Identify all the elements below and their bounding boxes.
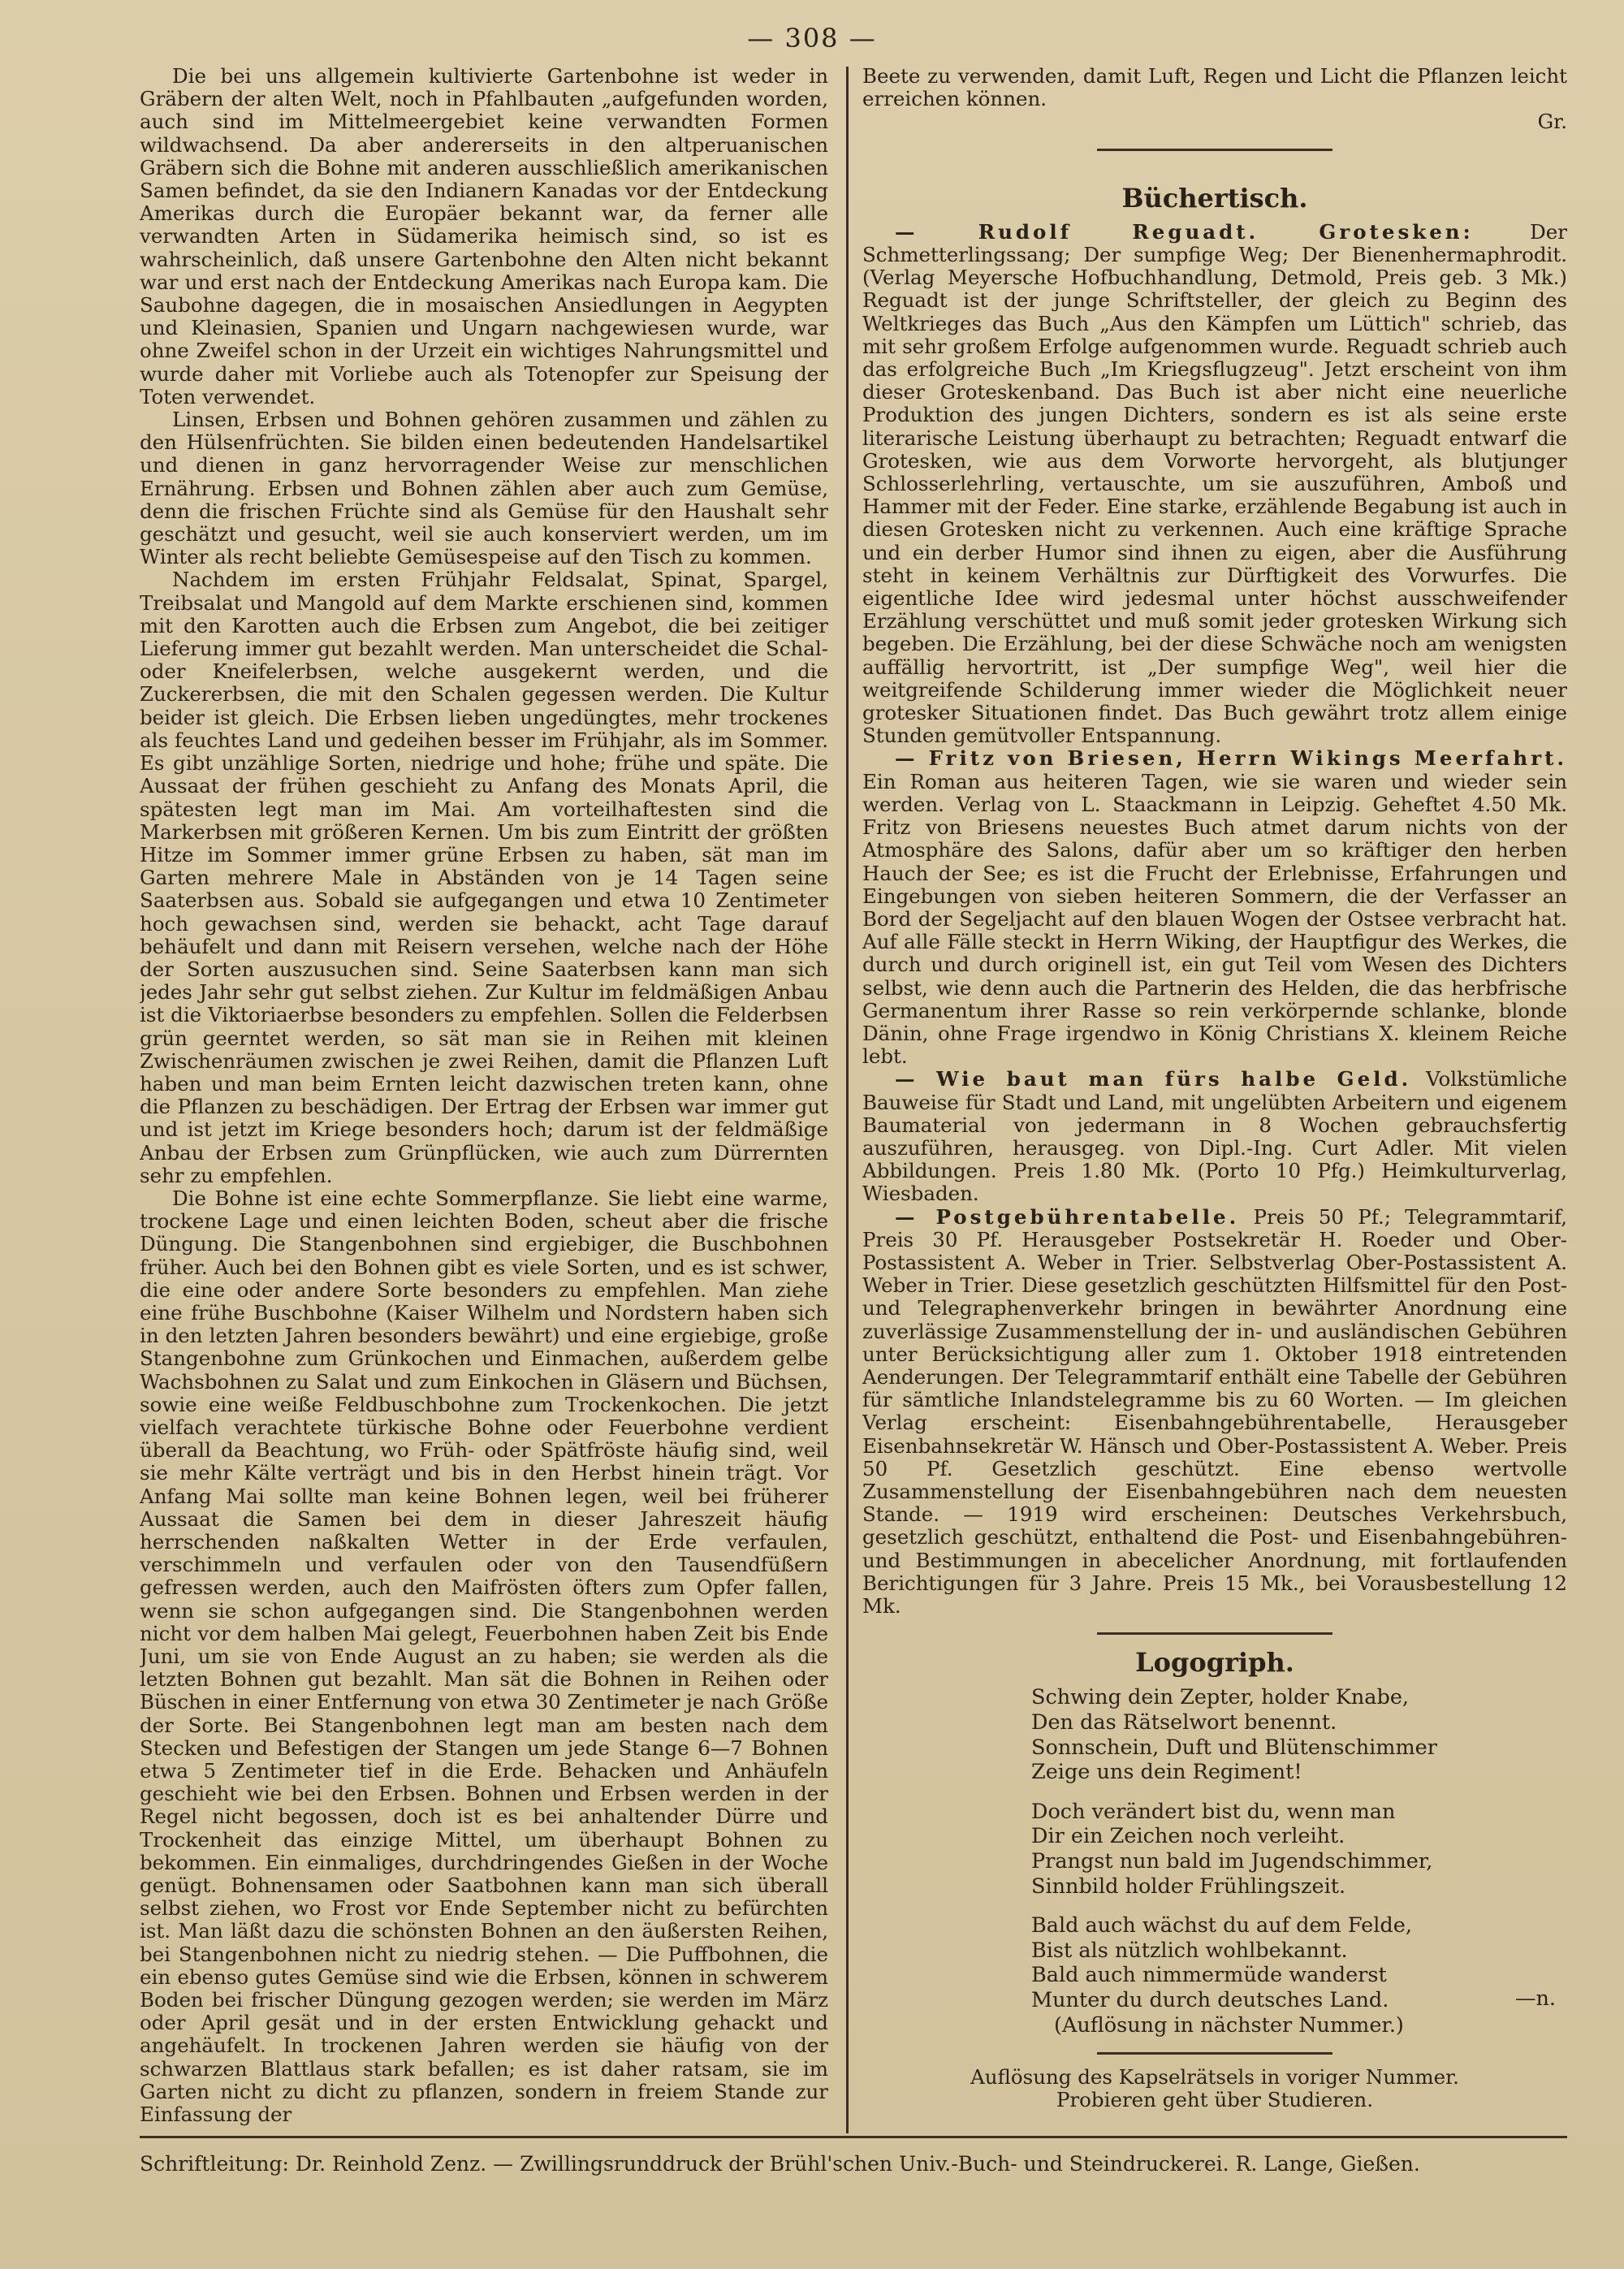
book-review-entry [862,747,1567,1068]
poem-line: Sinnbild holder Frühlingszeit. [1031,1874,1346,1899]
review-head: — Postgebührentabelle. [895,1204,1240,1229]
riddle-title: Logogriph. [1135,1647,1294,1679]
review-body: Preis 50 Pf.; Telegrammtarif, Preis 30 Pf. Herausgeber Postsekretär H. Roeder und Ober-Postassistent A. Weber in Trier. Selbstverlag Ober-Postassistent A. Weber in Trier. Diese gesetzlich geschützten Hilfsmittel für den Post- und Telegraphenverkehr bringen in bewährter Anordnung eine zuverlässige Zusammenstellung der in- und ausländischen Gebühren unter Berücksichtigung aller zum 1. Oktober 1918 eintretenden Aenderungen. Der Telegrammtarif enthält eine Tabelle der Gebühren für sämtliche Inlandstelegramme bis zu 60 Worten. — Im gleichen Verlag erscheint: Eisenbahngebührentabelle, Herausgeber Eisenbahnsekretär W. Hänsch und Ober-Postassistent A. Weber. Preis 50 Pf. Gesetzlich geschützt. Eine ebenso wertvolle Zusammenstellung der Eisenbahngebühren nach dem neuesten Stande. — 1919 wird erscheinen: Deutsches Verkehrsbuch, gesetzlich geschützt, enthaltend die Post- und Eisenbahngebühren- und Bestimmungen in abecelicher Anordnung, mit fortlaufenden Berichtigungen für 3 Jahre. Preis 15 Mk., bei Vorausbestellung 12 Mk. [862,1204,1567,1618]
poem-line: Doch verändert bist du, wenn man [1031,1799,1396,1824]
review-body: Ein Roman aus heiteren Tagen, wie sie waren und wieder sein werden. Verlag von L. Staackmann in Leipzig. Geheftet 4.50 Mk. Fritz von Briesens neuestes Buch atmet darum nichts von der Atmosphäre des Salons, dafür aber um so kräftiger den herben Hauch der See; es ist die Frucht der Erlebnisse, Erfahrungen und Eingebungen von sieben heiteren Sommern, die der Verfasser an Bord der Segeljacht auf den blauen Wogen der Ostsee verbracht hat. Auf alle Fälle steckt in Herrn Wiking, der Hauptfigur des Werkes, die durch und durch originell ist, ein gut Teil vom Wesen des Dichters selbst, wie denn auch die Partnerin des Helden, die das herbfrische Germanentum ihrer Rasse so rein verkörpernde schlanke, blonde Dänin, ohne Frage irgendwo in König Christians X. kleinem Reiche lebt. [862,769,1567,1069]
poem-line: Bist als nützlich wohlbekannt. [1031,1938,1348,1963]
poem-signature: —n. [1514,1986,1556,2012]
review-body: Volkstümliche Bauweise für Stadt und Land, mit ungelübten Arbeitern und eigenem Baumaterial von jedermann in 8 Wochen gebrauchsfertig auszuführen, herausgeg. von Dipl.-Ing. Curt Adler. Mit vielen Abbildungen. Preis 1.80 Mk. (Porto 10 Pfg.) Heimkulturverlag, Wiesbaden. [862,1067,1567,1206]
poem-line: Dir ein Zeichen noch verleiht. [1031,1824,1345,1849]
page-number: — 308 — [747,23,877,54]
book-review-entry [862,221,1567,748]
section-title-buechertisch: Büchertisch. [1121,182,1308,214]
poem-stanza [1031,1685,1567,1784]
right-column [862,65,1567,2128]
section-divider [1097,149,1332,151]
poem-line: Sonnschein, Duft und Blütenschimmer [1031,1735,1437,1760]
article-paragraph: Nachdem im ersten Frühjahr Feldsalat, Spinat, Spargel, Treibsalat und Mangold auf dem Markte erschienen sind, kommen mit den Karotten auch die Erbsen zum Angebot, die bei zeitiger Lieferung immer gut bezahlt werden. Man unterscheidet die Schal- oder Kneifelerbsen, welche ausgekernt werden, und die Zuckererbsen, die mit den Schalen gegessen werden. Die Kultur beider ist gleich. Die Erbsen lieben ungedüngtes, mehr trockenes als feuchtes Land und gedeihen besser im Frühjahr, als im Sommer. Es gibt unzählige Sorten, niedrige und hohe; frühe und späte. Die Aussaat der frühen geschieht zu Anfang des Monats April, die spätesten legt man im Mai. Am vorteilhaftesten sind die Markerbsen mit größeren Kernen. Um bis zum Eintritt der größten Hitze im Sommer immer grüne Erbsen zu haben, sät man im Garten mehrere Male in Abständen von je 14 Tagen seine Saaterbsen aus. Sobald sie aufgegangen und etwa 10 Zentimeter hoch gewachsen sind, werden sie behackt, acht Tage darauf behäufelt und dann mit Reisern versehen, welche nach der Höhe der Sorten auszusuchen sind. Seine Saaterbsen kann man sich jedes Jahr sehr gut selbst ziehen. Zur Kultur im feldmäßigen Anbau ist die Viktoriaerbse besonders zu empfehlen. Sollen die Felderbsen grün geerntet werden, so sät man sie in Reihen mit kleinen Zwischenräumen zwischen je zwei Reihen, damit die Pflanzen Luft haben und man beim Ernten leicht dazwischen treten kann, ohne die Pflanzen zu beschädigen. Der Ertrag der Erbsen war immer gut und ist jetzt im Kriege besonders hoch; darum ist der feldmäßige Anbau der Erbsen zum Grünpflücken, wie auch zum Dürrernten sehr zu empfehlen. [140,568,828,1187]
footer-rule [140,2136,1567,2138]
article-continuation: Beete zu verwenden, damit Luft, Regen und Licht die Pflanzen leicht erreichen können. [862,65,1567,111]
review-head: — Rudolf Reguadt. Grotesken: [895,219,1474,244]
riddle-poem [1031,1685,1567,2038]
solution-text: Probieren geht über Studieren. [1056,2088,1373,2112]
poem-line: Prangst nun bald im Jugendschimmer, [1031,1848,1433,1874]
poem-line: Bald auch wächst du auf dem Felde, [1031,1913,1412,1938]
column-divider [846,67,849,2133]
article-paragraph: Die Bohne ist eine echte Sommerpflanze. Sie liebt eine warme, trockene Lage und einen leichten Boden, scheut aber die frische Düngung. Die Stangenbohnen sind ergiebiger, die Buschbohnen früher. Auch bei den Bohnen gibt es viele Sorten, und es ist schwer, die eine oder andere Sorte besonders zu empfehlen. Man ziehe eine frühe Buschbohne (Kaiser Wilhelm und Nordstern haben sich in den letzten Jahren besonders bewährt) und eine ergiebige, große Stangenbohne zum Grünkochen und Einmachen, außerdem gelbe Wachsbohnen zu Salat und zum Einkochen in Gläsern und Büchsen, sowie eine weiße Feldbuschbohne zum Trockenkochen. Die jetzt vielfach verachtete türkische Bohne oder Feuerbohne verdient überall da Beachtung, wo Früh- oder Spätfröste häufig sind, weil sie mehr Kälte verträgt und bis in den Herbst hinein trägt. Vor Anfang Mai sollte man keine Bohnen legen, weil bei früherer Aussaat die Samen bei dem in dieser Jahreszeit häufig herrschenden naßkalten Wetter in der Erde verfaulen, verschimmeln und verfaulen oder von den Tausendfüßern gefressen werden, auch den Maifrösten öfters zum Opfer fallen, wenn sie schon aufgegangen sind. Die Stangenbohnen werden nicht vor dem halben Mai gelegt, Feuerbohnen haben Zeit bis Ende Juni, um sie von Ende August an zu haben; sie werden als die letzten Bohnen gut bezahlt. Man sät die Bohnen in Reihen oder Büschen in einer Entfernung von etwa 30 Zentimeter je nach Größe der Sorte. Bei Stangenbohnen legt man am besten nach dem Stecken und Befestigen der Stangen um jede Stange 6—7 Bohnen etwa 5 Zentimeter tief in die Erde. Behacken und Anhäufeln geschieht wie bei den Erbsen. Bohnen und Erbsen werden in der Regel nicht begossen, doch ist es bei anhaltender Dürre und Trockenheit das einzige Mittel, um überhaupt Bohnen zu bekommen. Ein einmaliges, durchdringendes Gießen in der Woche genügt. Bohnensamen oder Saatbohnen kann man sich überall selbst ziehen, wo Frost vor Ende September nicht zu befürchten ist. Man läßt dazu die schönsten Bohnen an den äußersten Reihen, bei Stangenbohnen nicht zu niedrig stehen. — Die Puffbohnen, die ein ebenso gutes Gemüse sind wie die Erbsen, können in schwerem Boden bei frischer Düngung gezogen werden; sie werden im März oder April gesät und in der ersten Entwicklung gehackt und angehäufelt. In trockenen Jahren werden sie häufig von der schwarzen Blattlaus stark befallen; es ist daher ratsam, sie im Garten nicht zu dicht zu pflanzen, sondern in freiem Stande zur Einfassung der [140,1186,828,2127]
article-paragraph: Linsen, Erbsen und Bohnen gehören zusammen und zählen zu den Hülsenfrüchten. Sie bilden einen bedeutenden Handelsartikel und dienen in ganz hervorragender Weise zur menschlichen Ernährung. Erbsen und Bohnen zählen aber auch zum Gemüse, denn die frischen Früchte sind als Gemüse für den Haushalt sehr geschätzt und gesucht, weil sie auch konserviert werden, um im Winter als recht beliebte Gemüsespeise auf den Tisch zu kommen. [140,408,828,569]
review-head: — Wie baut man fürs halbe Geld. [895,1067,1412,1091]
review-head: — Fritz von Briesen, Herrn Wikings Meerfahrt. [895,746,1567,771]
section-divider [1097,1632,1332,1635]
book-review-entry [862,1206,1567,1619]
poem-stanza [1031,1800,1567,1899]
poem-line: Munter du durch deutsches Land. [1031,1987,1389,2012]
poem-stanza [1031,1913,1567,2038]
article-paragraph: Die bei uns allgemein kultivierte Gartenbohne ist weder in Gräbern der alten Welt, noch in Pfahlbauten „aufgefunden worden, auch sind im Mittelmeergebiet keine verwandten Formen wildwachsend. Da aber andererseits in den altperuanischen Gräbern sich die Bohne mit anderen ausschließlich amerikanischen Samen befindet, da sie den Indianern Kanadas vor der Entdeckung Amerikas durch die Europäer bekannt war, da ferner alle verwandten Arten in Südamerika heimisch sind, so ist es wahrscheinlich, daß unsere Gartenbohne den Alten nicht bekannt war und erst nach der Entdeckung Amerikas nach Europa kam. Die Saubohne dagegen, die in mosaischen Ansiedlungen in Aegypten und Kleinasien, Spanien und Ungarn nachgewiesen wurde, war ohne Zweifel schon in der Urzeit ein wichtiges Nahrungsmittel und wurde daher mit Vorliebe auch als Totenopfer zur Speisung der Toten verwendet. [140,65,828,408]
article-signature: Gr. [1537,110,1567,134]
poem-note: (Auflösung in nächster Nummer.) [1054,2012,1404,2038]
poem-line: Bald auch nimmermüde wanderst [1031,1963,1387,1988]
book-review-entry [862,1068,1567,1205]
left-column [140,65,828,2128]
poem-line: Zeige uns dein Regiment! [1031,1760,1302,1785]
poem-line: Schwing dein Zepter, holder Knabe, [1031,1685,1410,1710]
solution-heading: Auflösung des Kapselrätsels in voriger Nummer. [970,2065,1459,2090]
imprint-footer: Schriftleitung: Dr. Reinhold Zenz. — Zwillingsrunddruck der Brühl'schen Univ.-Buch- und Steindruckerei. R. Lange, Gießen. [140,2152,1420,2176]
poem-line: Den das Rätselwort benennt. [1031,1710,1337,1735]
review-body: Der Schmetterlingssang; Der sumpfige Weg; Der Bienenhermaphrodit. (Verlag Meyersche Hofbuchhandlung, Detmold, Preis geb. 3 Mk.) Reguadt ist der junge Schriftsteller, der gleich zu Beginn des Weltkrieges das Buch „Aus den Kämpfen um Lüttich" schrieb, das mit sehr großem Erfolge aufgenommen wurde. Reguadt schrieb auch das erfolgreiche Buch „Im Kriegsflugzeug". Jetzt erscheint von ihm dieser Groteskenband. Das Buch ist aber nicht eine neuerliche Produktion des jungen Dichters, sondern es ist als seine erste literarische Leistung überhaupt zu betrachten; Reguadt entwarf die Grotesken, wie aus dem Vorworte hervorgeht, als blutjunger Schlosserlehrling, vertauschte, um sie auszuführen, Amboß und Hammer mit der Feder. Eine starke, erzählende Begabung ist auch in diesen Grotesken nicht zu verkennen. Auch eine kräftige Sprache und ein derber Humor sind ihnen zu eigen, aber die Ausführung steht in keinem Verhältnis zur Dürftigkeit des Vorwurfes. Die eigentliche Idee wird jedesmal unter höchst ausschweifender Erzählung verschüttet und muß somit jeder grotesken Wirkung sich begeben. Die Erzählung, bei der diese Schwäche noch am wenigsten auffällig hervortritt, ist „Der sumpfige Weg", weil hier die weitgreifende Schilderung immer wieder die Möglichkeit neuer grotesker Situationen findet. Das Buch gewährt trotz allem einige Stunden gemütvoller Entspannung. [862,219,1567,748]
section-divider [1097,2052,1332,2055]
